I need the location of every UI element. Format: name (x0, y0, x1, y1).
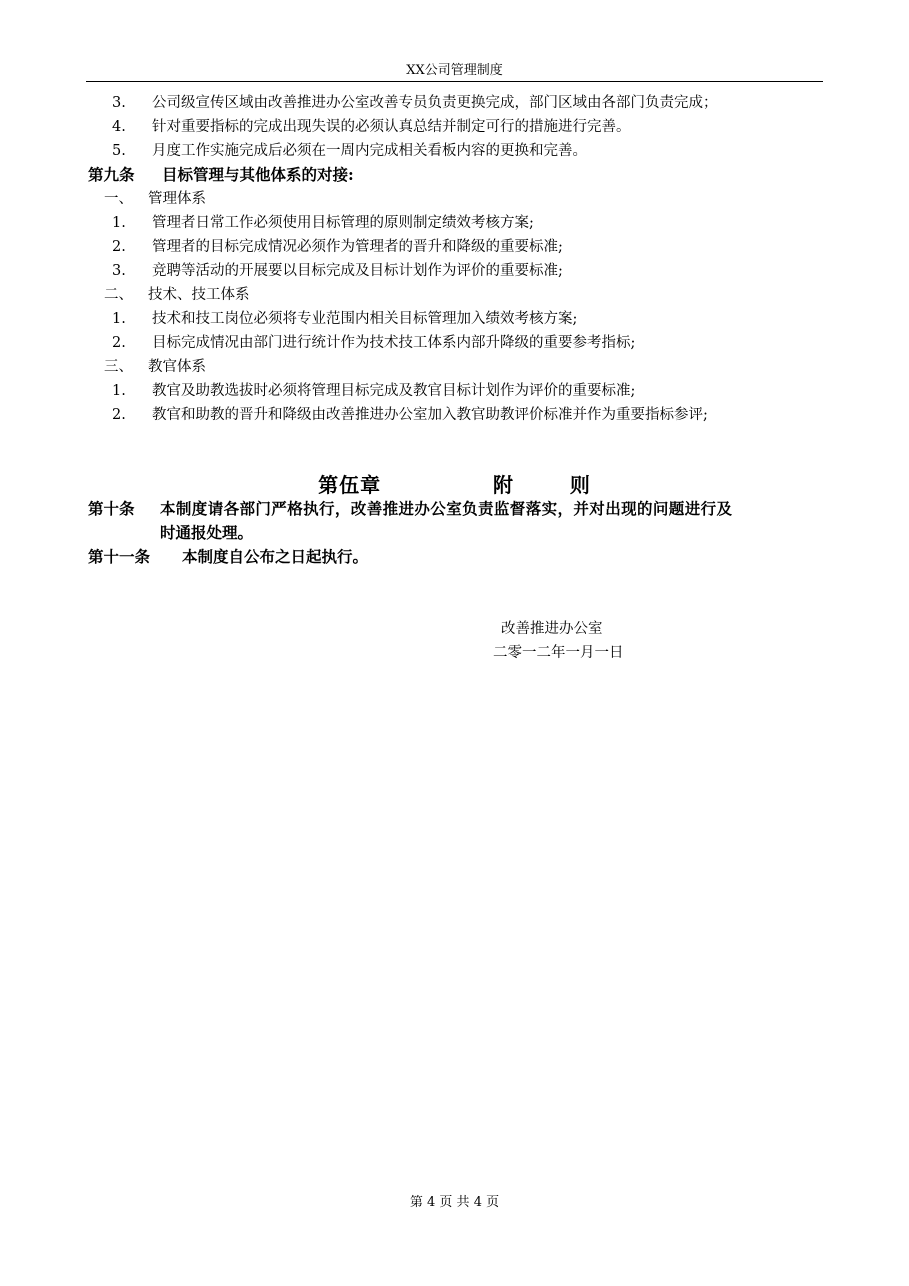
article-number: 第十条 (88, 499, 135, 518)
chapter-title: 第伍章 附 则 (318, 473, 591, 497)
list-item-number: 2. (112, 335, 126, 351)
list-item-text: 针对重要指标的完成出现失误的必须认真总结并制定可行的措施进行完善。 (152, 119, 631, 135)
list-item-number: 4. (112, 119, 126, 135)
article-number: 第九条 (88, 165, 135, 184)
page-footer: 第 4 页 共 4 页 (409, 1195, 500, 1210)
section-number: 一、 (104, 191, 133, 207)
list-item-text: 教官和助教的晋升和降级由改善推进办公室加入教官助教评价标准并作为重要指标参评; (152, 407, 708, 423)
list-item-number: 2. (112, 407, 126, 423)
article-number: 第十一条 (88, 547, 151, 566)
list-item-number: 1. (112, 215, 126, 231)
article-text: 本制度请各部门严格执行，改善推进办公室负责监督落实，并对出现的问题进行及 (160, 499, 733, 518)
list-item-text: 目标完成情况由部门进行统计作为技术技工体系内部升降级的重要参考指标; (152, 335, 636, 351)
signature-date: 二零一二年一月一日 (493, 645, 624, 661)
article-text: 时通报处理。 (160, 523, 254, 542)
header-rule (86, 81, 823, 82)
list-item-number: 3. (112, 95, 126, 111)
list-item-number: 2. (112, 239, 126, 255)
list-item-number: 5. (112, 143, 126, 159)
list-item-number: 1. (112, 383, 126, 399)
section-title: 教官体系 (148, 359, 206, 375)
article-text: 本制度自公布之日起执行。 (182, 547, 369, 566)
list-item-text: 月度工作实施完成后必须在一周内完成相关看板内容的更换和完善。 (152, 143, 587, 159)
list-item-text: 公司级宣传区域由改善推进办公室改善专员负责更换完成，部门区域由各部门负责完成； (152, 95, 718, 111)
list-item-text: 教官及助教选拔时必须将管理目标完成及教官目标计划作为评价的重要标准; (152, 383, 636, 399)
list-item-text: 管理者的目标完成情况必须作为管理者的晋升和降级的重要标准; (152, 239, 563, 255)
page-header-title: XX公司管理制度 (406, 63, 503, 78)
list-item-text: 竞聘等活动的开展要以目标完成及目标计划作为评价的重要标准; (152, 263, 563, 279)
signature-office: 改善推进办公室 (501, 621, 603, 637)
list-item-text: 技术和技工岗位必须将专业范围内相关目标管理加入绩效考核方案; (152, 311, 578, 327)
list-item-number: 1. (112, 311, 126, 327)
list-item-text: 管理者日常工作必须使用目标管理的原则制定绩效考核方案; (152, 215, 534, 231)
section-title: 管理体系 (148, 191, 206, 207)
section-number: 二、 (104, 287, 133, 303)
list-item-number: 3. (112, 263, 126, 279)
section-title: 技术、技工体系 (148, 287, 250, 303)
section-number: 三、 (104, 359, 133, 375)
article-title: 目标管理与其他体系的对接: (162, 165, 354, 184)
